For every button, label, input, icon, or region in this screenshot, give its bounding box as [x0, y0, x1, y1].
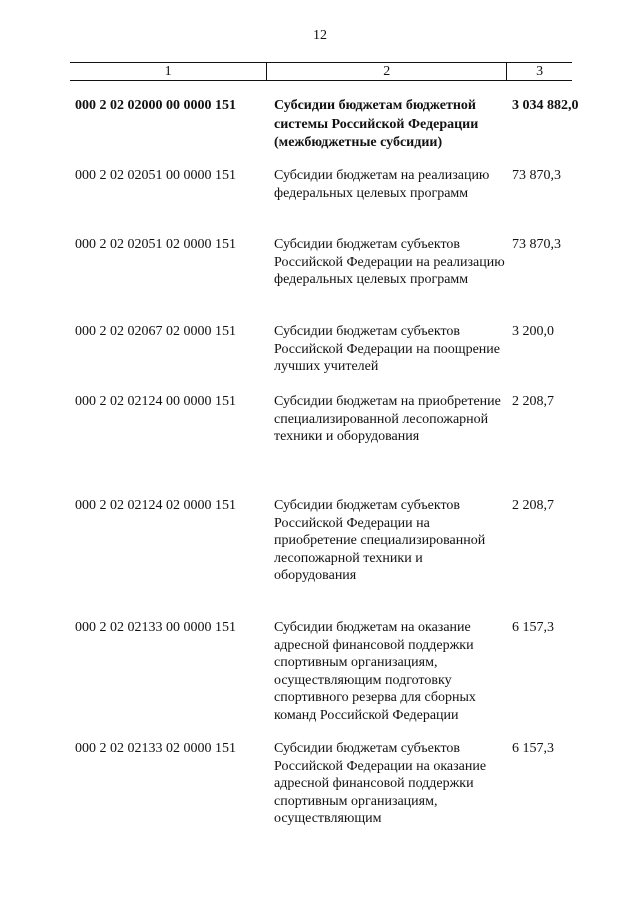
row-description: Субсидии бюджетам субъектов Российской Федерации на реализацию федеральных целевых программ: [274, 237, 505, 288]
row-amount: 73 870,3: [512, 237, 561, 252]
row-amount: 2 208,7: [512, 498, 554, 513]
row-code: 000 2 02 02124 00 0000 151: [75, 394, 236, 409]
row-amount: 2 208,7: [512, 394, 554, 409]
row-amount: 6 157,3: [512, 620, 554, 635]
row-amount: 3 034 882,0: [512, 98, 579, 113]
row-description: Субсидии бюджетам субъектов Российской Федерации на приобретение специализированной лесопожарной техники и оборудования: [274, 498, 486, 584]
row-code: 000 2 02 02051 00 0000 151: [75, 168, 236, 183]
row-code: 000 2 02 02124 02 0000 151: [75, 498, 236, 513]
row-description: Субсидии бюджетам субъектов Российской Федерации на поощрение лучших учителей: [274, 324, 501, 375]
column-header-3: 3: [507, 63, 572, 81]
row-code: 000 2 02 02133 02 0000 151: [75, 741, 236, 756]
row-amount: 73 870,3: [512, 168, 561, 183]
row-code: 000 2 02 02067 02 0000 151: [75, 324, 236, 339]
column-header-row: [70, 63, 572, 81]
row-description: Субсидии бюджетам на приобретение специализированной лесопожарной техники и оборудования: [274, 394, 501, 445]
column-header-2: 2: [267, 63, 507, 81]
row-description: Субсидии бюджетам на реализацию федеральных целевых программ: [274, 168, 490, 201]
row-description: Субсидии бюджетам бюджетной системы Российской Федерации (межбюджетные субсидии): [274, 98, 479, 150]
column-header-table: [70, 62, 572, 81]
row-amount: 6 157,3: [512, 741, 554, 756]
row-code: 000 2 02 02051 02 0000 151: [75, 237, 236, 252]
row-code: 000 2 02 02133 00 0000 151: [75, 620, 236, 635]
column-header-1: 1: [70, 63, 267, 81]
row-code: 000 2 02 02000 00 0000 151: [75, 98, 236, 113]
page-number: 12: [313, 28, 327, 43]
row-description: Субсидии бюджетам на оказание адресной финансовой поддержки спортивным организациям, осуществляющим подготовку спортивного резерва для сборных команд Российской Федерации: [274, 620, 476, 723]
row-amount: 3 200,0: [512, 324, 554, 339]
row-description: Субсидии бюджетам субъектов Российской Федерации на оказание адресной финансовой поддержки спортивным организациям, осуществляющим: [274, 741, 487, 827]
